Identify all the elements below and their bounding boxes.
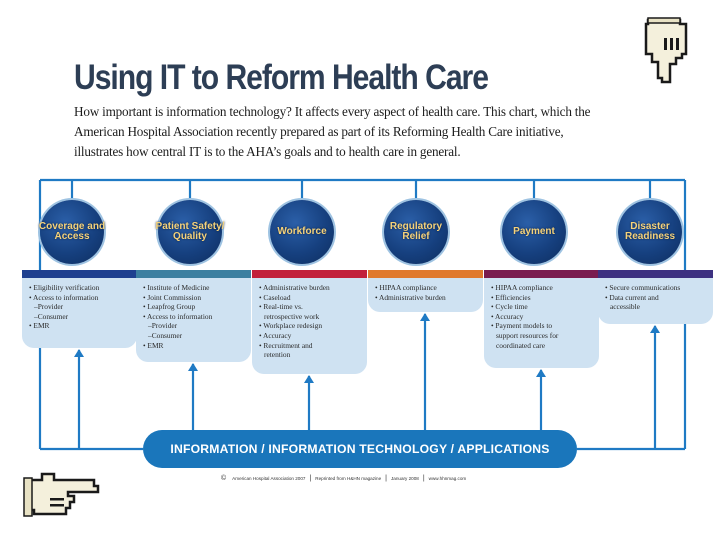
goal-item: • Real-time vs. [259, 302, 303, 312]
goal-item-list [491, 283, 594, 350]
goal-item: –Consumer [148, 330, 183, 340]
goal-item: • Recruitment and [259, 340, 313, 350]
arrow-head [188, 363, 198, 371]
page-title: Using IT to Reform Health Care [74, 58, 488, 97]
goal-node [618, 200, 682, 264]
arrow-head [536, 369, 546, 377]
goal-item: • HIPAA compliance [491, 283, 553, 292]
goal-node [384, 200, 448, 264]
goal-detail-box [252, 270, 367, 374]
goal-node [502, 200, 566, 264]
credit-copyright: American Hospital Association 2007 [232, 476, 306, 481]
it-applications-bar [143, 430, 577, 468]
goal-item: • Secure communications [605, 283, 681, 292]
goal-item: • Leapfrog Group [143, 302, 196, 312]
credit-date: January 2008 [391, 476, 419, 481]
goal-label: Workforce [277, 225, 327, 237]
intro-paragraph: How important is information technology? It affects every aspect of health care. This chart, which the American Hospital Association recently prepared as part of its Reforming Health Care initiative, illustrates how central IT is to the AHA’s goals and to health care in general. [74, 104, 591, 159]
color-band [484, 270, 599, 278]
credit-reprint: Reprinted from H&HN magazine [315, 476, 382, 481]
goal-item: • Access to information [143, 311, 213, 321]
arrow-head [74, 349, 84, 357]
credit-separator: | [422, 475, 425, 482]
goal-detail-box [484, 270, 599, 368]
goal-item-list [259, 283, 362, 360]
bar-label: INFORMATION / INFORMATION TECHNOLOGY / APPLICATIONS [170, 442, 550, 456]
goal-item: • Payment models to [491, 321, 553, 331]
goal-item: • Data current and [605, 292, 659, 302]
goal-item: • EMR [143, 340, 164, 350]
goal-item-list [375, 283, 478, 302]
goal-item: retrospective work [264, 311, 320, 321]
goal-label: Payment [513, 225, 555, 237]
arrow-head [304, 375, 314, 383]
goal-item-list [605, 283, 708, 312]
goal-item: • Administrative burden [375, 292, 446, 302]
goal-item: retention [264, 350, 291, 360]
goal-item: • Efficiencies [491, 292, 531, 302]
arrow-head [650, 325, 660, 333]
goal-item: coordinated care [496, 340, 546, 350]
goal-item-list [143, 283, 246, 350]
goal-item: • Cycle time [491, 302, 528, 312]
goal-item-list [29, 283, 132, 331]
goal-item: • Eligibility verification [29, 283, 100, 292]
goal-node [270, 200, 334, 264]
goal-item: support resources for [496, 330, 559, 340]
color-band [252, 270, 367, 278]
arrow-head [420, 313, 430, 321]
pointing-hand-down-icon [640, 14, 694, 86]
goal-item: –Consumer [34, 311, 69, 321]
color-band [136, 270, 251, 278]
goal-item: • Institute of Medicine [143, 283, 210, 292]
credit-site: www.hhnmag.com [428, 476, 467, 481]
goal-item: • Administrative burden [259, 283, 330, 292]
goal-label: Regulatory Relief [389, 220, 443, 242]
goal-item: • Accuracy [491, 311, 524, 321]
color-band [368, 270, 483, 278]
goal-node [155, 200, 225, 264]
goal-detail-box [136, 270, 251, 362]
goal-label: Coverage and Access [38, 220, 106, 242]
color-band [22, 270, 137, 278]
goal-detail-box [368, 270, 483, 312]
goal-label: Patient Safety/ Quality [155, 220, 225, 242]
pointing-hand-right-icon [22, 466, 102, 524]
goal-item: • HIPAA compliance [375, 283, 437, 292]
credit-separator: | [309, 475, 312, 482]
goal-item: • EMR [29, 321, 50, 331]
goal-item: –Provider [34, 302, 64, 312]
credit-line [221, 475, 466, 482]
goal-item: accessible [610, 302, 640, 312]
goal-item: • Workplace redesign [259, 321, 323, 331]
goal-item: • Access to information [29, 292, 99, 302]
goal-node [40, 200, 104, 264]
copyright-icon: © [221, 475, 227, 482]
goal-detail-box [22, 270, 137, 348]
goal-item: –Provider [148, 321, 178, 331]
goal-item: • Joint Commission [143, 292, 202, 302]
goal-item: • Accuracy [259, 330, 292, 340]
color-band [598, 270, 713, 278]
goal-item: • Caseload [259, 292, 291, 302]
credit-separator: | [385, 475, 387, 482]
goal-label: Disaster Readiness [624, 220, 676, 242]
goal-detail-box [598, 270, 713, 324]
